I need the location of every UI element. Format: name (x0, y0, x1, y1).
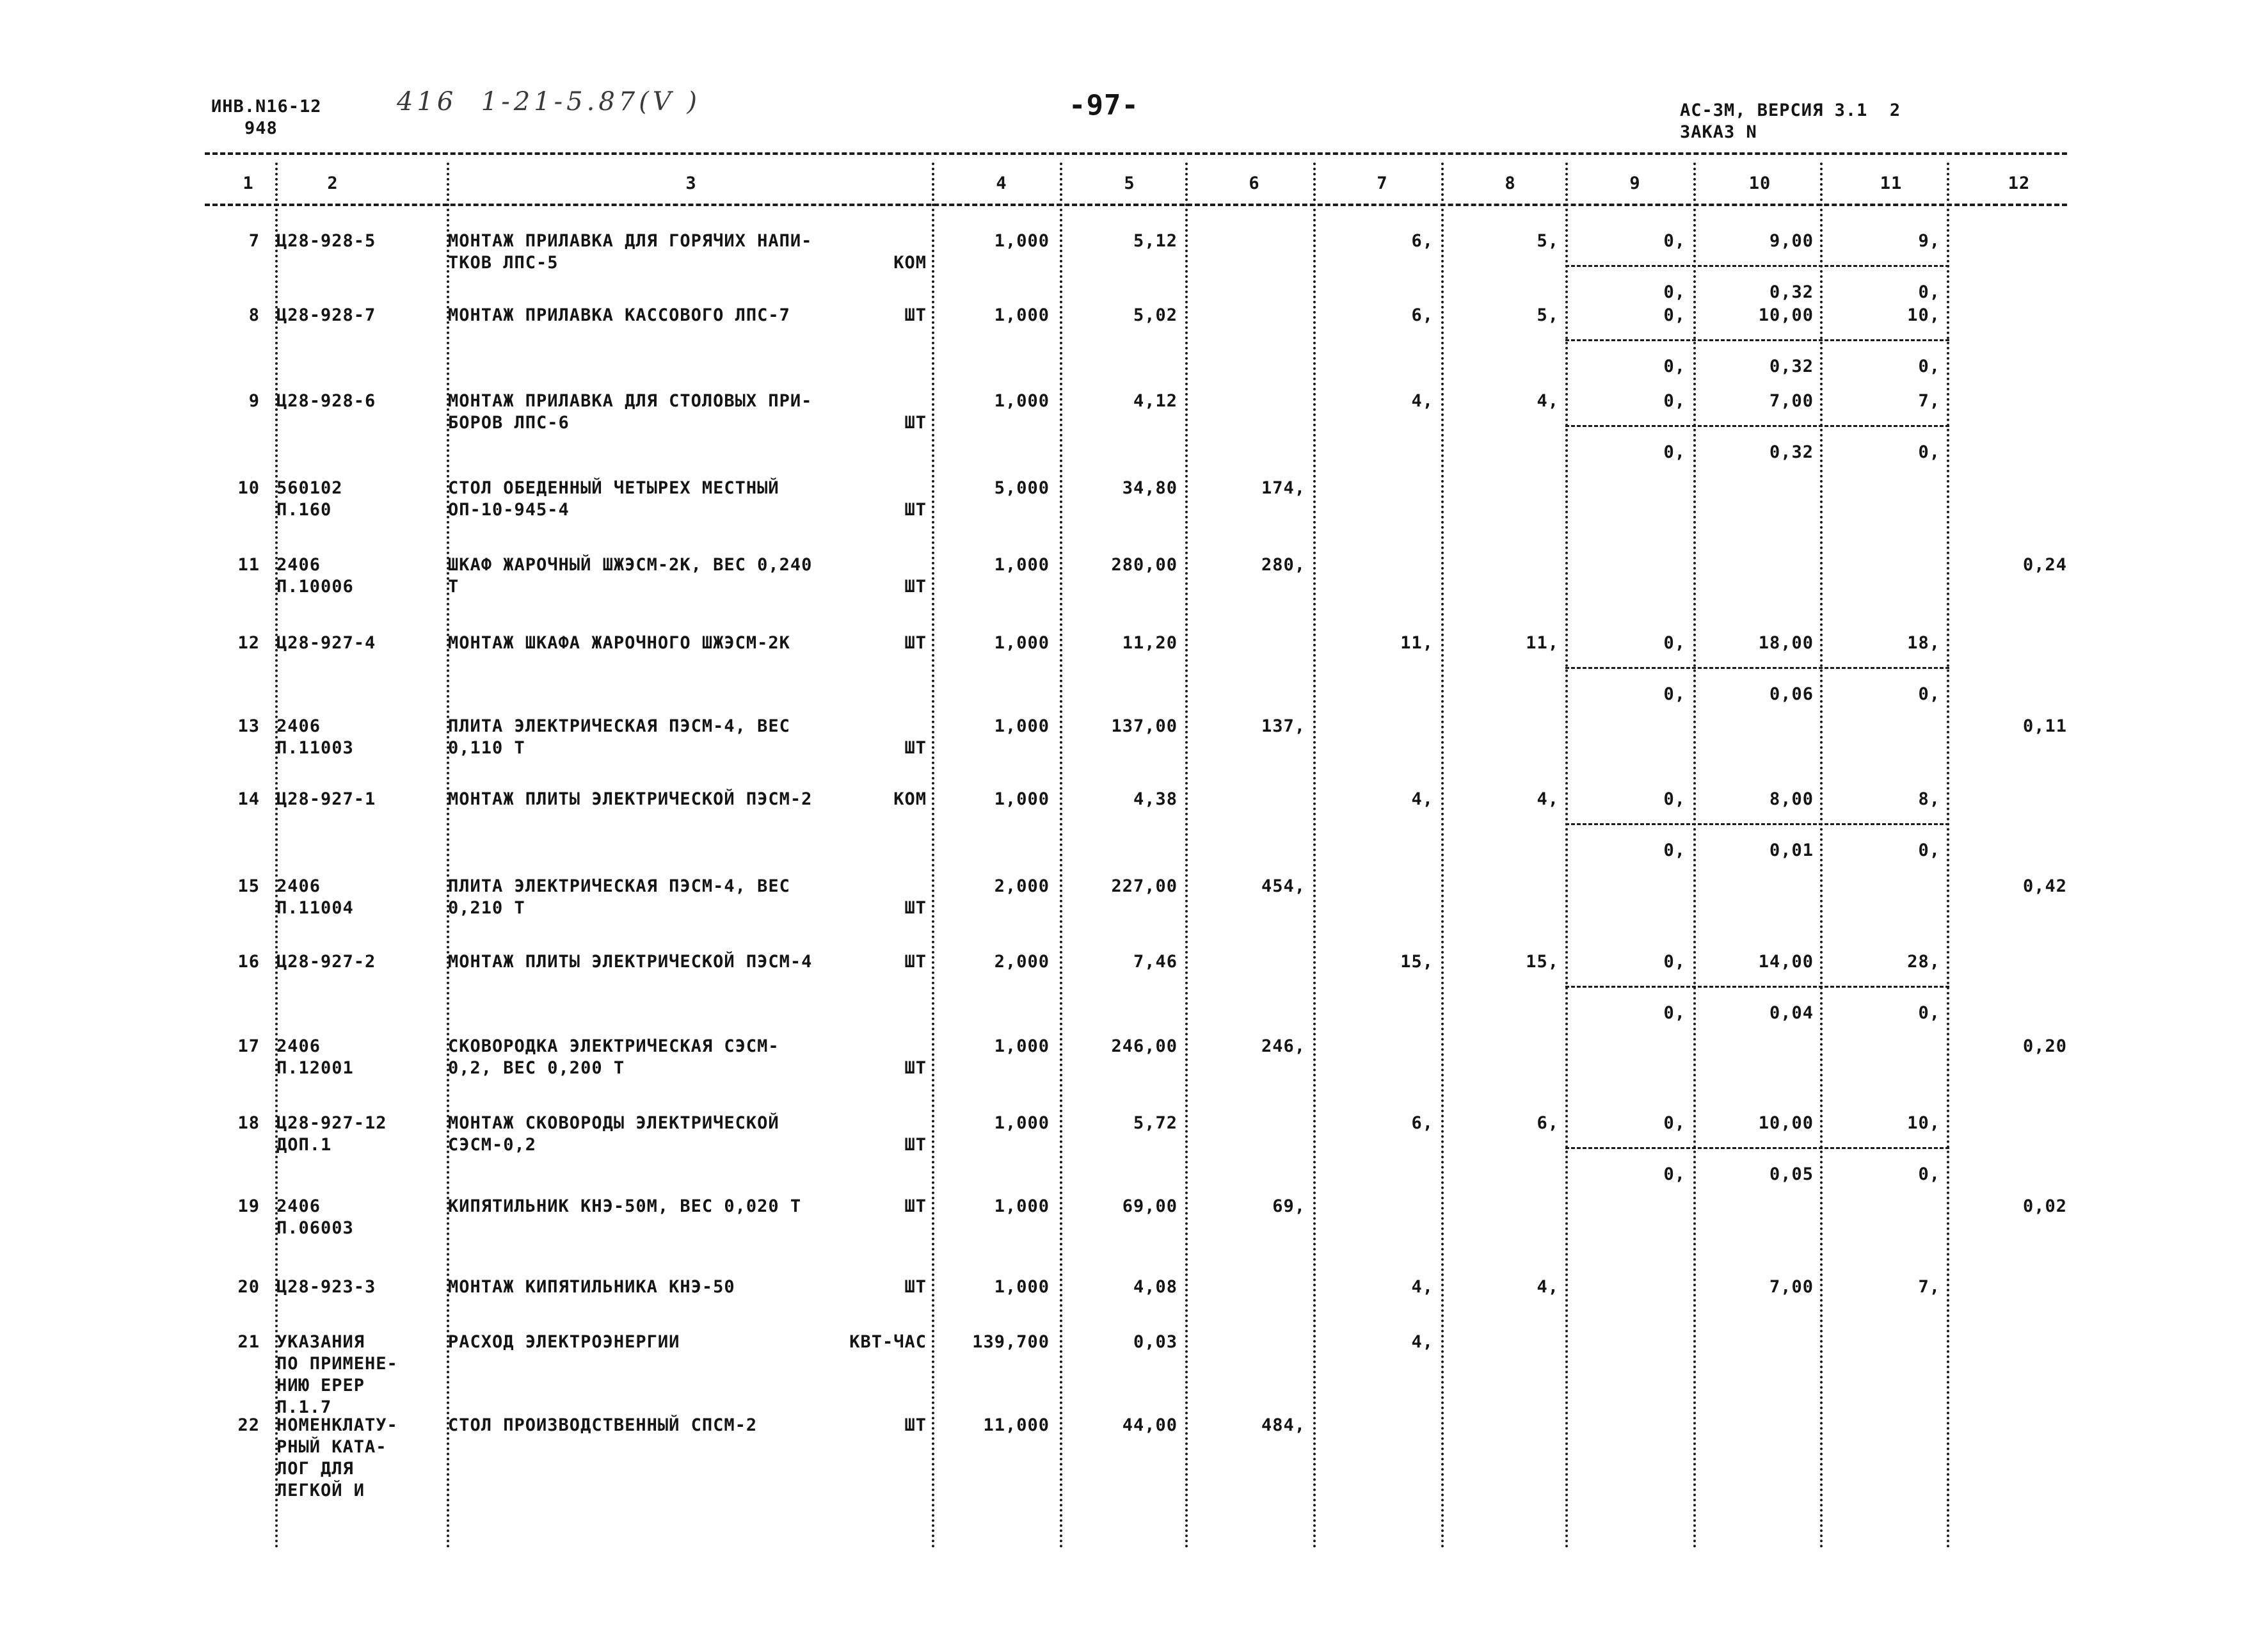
row-code: П.11003 (276, 738, 354, 758)
row-col-11: 7, (1918, 391, 1940, 411)
row-number: 12 (237, 633, 260, 653)
row-description: МОНТАЖ ПЛИТЫ ЭЛЕКТРИЧЕСКОЙ ПЭСМ-2 (448, 789, 813, 809)
row-col-8: 4, (1537, 789, 1559, 809)
sub-row-col-11: 0, (1918, 357, 1940, 376)
row-unit: ШТ (904, 738, 927, 758)
row-col-7: 4, (1411, 789, 1433, 809)
row-col-5: 11,20 (1122, 633, 1178, 653)
row-col-10: 8,00 (1769, 789, 1814, 809)
row-code: Ц28-927-2 (276, 952, 376, 972)
sub-row-col-10: 0,32 (1769, 357, 1814, 376)
row-col-5: 227,00 (1111, 876, 1178, 896)
row-code: ПО ПРИМЕНЕ- (276, 1354, 398, 1374)
row-description: ОП-10-945-4 (448, 500, 570, 520)
row-code: НИЮ ЕРЕР (276, 1376, 365, 1395)
row-col-4: 1,000 (994, 633, 1050, 653)
row-code: Ц28-927-12 (276, 1113, 387, 1133)
row-col-5: 4,12 (1133, 391, 1178, 411)
row-description: 0,2, ВЕС 0,200 Т (448, 1058, 625, 1078)
row-description: ТКОВ ЛПС-5 (448, 253, 559, 273)
row-col-6: 484, (1261, 1415, 1306, 1435)
row-col-9: 0, (1663, 789, 1686, 809)
row-number: 16 (237, 952, 260, 972)
row-col-8: 4, (1537, 1277, 1559, 1297)
row-description: 0,210 Т (448, 898, 525, 918)
column-header-11: 11 (1880, 173, 1903, 193)
row-unit: ШТ (904, 500, 927, 520)
row-code: П.160 (276, 500, 332, 520)
row-description: РАСХОД ЭЛЕКТРОЭНЕРГИИ (448, 1332, 680, 1352)
row-col-7: 6, (1411, 1113, 1433, 1133)
row-unit: ШТ (904, 1058, 927, 1078)
row-code: П.11004 (276, 898, 354, 918)
sub-row-divider (1565, 339, 1949, 341)
sub-row-col-9: 0, (1663, 1003, 1686, 1023)
row-code: П.12001 (276, 1058, 354, 1078)
row-code: РНЫЙ КАТА- (276, 1437, 387, 1457)
row-col-7: 4, (1411, 1277, 1433, 1297)
row-unit: ШТ (904, 1277, 927, 1297)
column-separator (275, 163, 278, 1549)
column-separator (1820, 163, 1823, 1549)
order-number: ЗАКАЗ N (1680, 122, 1757, 142)
row-col-5: 5,02 (1133, 305, 1178, 325)
row-description: МОНТАЖ ПЛИТЫ ЭЛЕКТРИЧЕСКОЙ ПЭСМ-4 (448, 952, 813, 972)
row-col-11: 28, (1907, 952, 1940, 972)
row-col-5: 44,00 (1122, 1415, 1178, 1435)
row-col-4: 1,000 (994, 1277, 1050, 1297)
row-description: ПЛИТА ЭЛЕКТРИЧЕСКАЯ ПЭСМ-4, ВЕС (448, 876, 790, 896)
row-number: 7 (248, 231, 260, 251)
sub-row-divider (1565, 1147, 1949, 1149)
row-number: 8 (248, 305, 260, 325)
row-col-6: 454, (1261, 876, 1306, 896)
row-col-10: 9,00 (1769, 231, 1814, 251)
row-col-11: 18, (1907, 633, 1940, 653)
row-code: ДОП.1 (276, 1135, 332, 1155)
row-code: П.10006 (276, 577, 354, 597)
row-col-5: 34,80 (1122, 478, 1178, 498)
row-number: 15 (237, 876, 260, 896)
row-col-4: 1,000 (994, 1036, 1050, 1056)
header-rule-top (205, 152, 2067, 155)
row-col-11: 10, (1907, 1113, 1940, 1133)
column-header-3: 3 (685, 173, 697, 193)
row-col-10: 10,00 (1758, 1113, 1814, 1133)
row-col-5: 246,00 (1111, 1036, 1178, 1056)
row-code: 2406 (276, 716, 321, 736)
row-col-5: 69,00 (1122, 1196, 1178, 1216)
sub-row-col-10: 0,05 (1769, 1164, 1814, 1184)
row-unit: ШТ (904, 1415, 927, 1435)
column-separator (1060, 163, 1062, 1549)
sub-row-divider (1565, 986, 1949, 988)
row-col-5: 137,00 (1111, 716, 1178, 736)
row-code: 2406 (276, 555, 321, 575)
row-code: НОМЕНКЛАТУ- (276, 1415, 398, 1435)
row-col-4: 1,000 (994, 789, 1050, 809)
row-unit: ШТ (904, 898, 927, 918)
row-col-8: 5, (1537, 305, 1559, 325)
row-col-4: 1,000 (994, 716, 1050, 736)
row-col-11: 10, (1907, 305, 1940, 325)
row-code: 2406 (276, 1036, 321, 1056)
row-col-12: 0,02 (2022, 1196, 2067, 1216)
row-number: 13 (237, 716, 260, 736)
row-col-4: 1,000 (994, 555, 1050, 575)
sub-row-col-10: 0,32 (1769, 442, 1814, 462)
row-code: УКАЗАНИЯ (276, 1332, 365, 1352)
row-col-10: 7,00 (1769, 391, 1814, 411)
row-description: СКОВОРОДКА ЭЛЕКТРИЧЕСКАЯ СЭСМ- (448, 1036, 779, 1056)
row-col-6: 246, (1261, 1036, 1306, 1056)
row-number: 18 (237, 1113, 260, 1133)
row-description: БОРОВ ЛПС-6 (448, 413, 570, 433)
row-unit: ШТ (904, 952, 927, 972)
row-col-12: 0,20 (2022, 1036, 2067, 1056)
row-description: КИПЯТИЛЬНИК КНЭ-50М, ВЕС 0,020 Т (448, 1196, 802, 1216)
row-unit: ШТ (904, 1196, 927, 1216)
row-unit: ШТ (904, 633, 927, 653)
row-description: МОНТАЖ ШКАФА ЖАРОЧНОГО ШЖЭСМ-2К (448, 633, 790, 653)
row-code: Ц28-928-6 (276, 391, 376, 411)
row-description: МОНТАЖ КИПЯТИЛЬНИКА КНЭ-50 (448, 1277, 735, 1297)
row-description: МОНТАЖ ПРИЛАВКА КАССОВОГО ЛПС-7 (448, 305, 790, 325)
row-col-6: 69, (1272, 1196, 1306, 1216)
row-col-8: 15, (1526, 952, 1559, 972)
row-unit: КОМ (893, 253, 927, 273)
column-header-1: 1 (243, 173, 254, 193)
row-col-4: 5,000 (994, 478, 1050, 498)
sub-row-divider (1565, 265, 1949, 267)
row-description: ПЛИТА ЭЛЕКТРИЧЕСКАЯ ПЭСМ-4, ВЕС (448, 716, 790, 736)
row-number: 19 (237, 1196, 260, 1216)
column-separator (1565, 163, 1568, 1549)
handwritten-note: 416 1-21-5.87(V ) (397, 87, 701, 117)
row-col-4: 1,000 (994, 1113, 1050, 1133)
row-number: 21 (237, 1332, 260, 1352)
column-separator (1693, 163, 1696, 1549)
row-col-7: 11, (1400, 633, 1433, 653)
row-description: СЭСМ-0,2 (448, 1135, 537, 1155)
header-rule-bottom (205, 204, 2067, 206)
row-col-8: 4, (1537, 391, 1559, 411)
row-col-4: 1,000 (994, 305, 1050, 325)
row-col-11: 8, (1918, 789, 1940, 809)
row-col-5: 280,00 (1111, 555, 1178, 575)
row-code: Ц28-923-3 (276, 1277, 376, 1297)
row-col-6: 280, (1261, 555, 1306, 575)
column-header-6: 6 (1249, 173, 1260, 193)
row-unit: ШТ (904, 1135, 927, 1155)
column-separator (447, 163, 449, 1549)
row-col-5: 5,72 (1133, 1113, 1178, 1133)
sub-row-col-9: 0, (1663, 1164, 1686, 1184)
row-code: П.1.7 (276, 1397, 332, 1417)
row-number: 22 (237, 1415, 260, 1435)
sub-row-col-11: 0, (1918, 684, 1940, 704)
row-number: 14 (237, 789, 260, 809)
sub-row-col-10: 0,06 (1769, 684, 1814, 704)
row-col-5: 5,12 (1133, 231, 1178, 251)
row-col-10: 14,00 (1758, 952, 1814, 972)
row-code: 560102 (276, 478, 343, 498)
row-col-10: 18,00 (1758, 633, 1814, 653)
column-header-2: 2 (327, 173, 339, 193)
row-unit: КВТ-ЧАС (849, 1332, 927, 1352)
row-col-4: 1,000 (994, 231, 1050, 251)
inventory-number-sub: 948 (244, 118, 278, 138)
row-col-6: 137, (1261, 716, 1306, 736)
row-code: Ц28-927-1 (276, 789, 376, 809)
row-col-5: 7,46 (1133, 952, 1178, 972)
row-col-9: 0, (1663, 952, 1686, 972)
row-col-5: 0,03 (1133, 1332, 1178, 1352)
sub-row-divider (1565, 823, 1949, 825)
sub-row-col-10: 0,01 (1769, 840, 1814, 860)
row-col-7: 4, (1411, 391, 1433, 411)
sub-row-col-9: 0, (1663, 684, 1686, 704)
row-col-11: 9, (1918, 231, 1940, 251)
row-unit: ШТ (904, 413, 927, 433)
row-col-9: 0, (1663, 633, 1686, 653)
sub-row-col-10: 0,04 (1769, 1003, 1814, 1023)
row-code: Ц28-927-4 (276, 633, 376, 653)
sub-row-col-11: 0, (1918, 1164, 1940, 1184)
row-code: ЛОГ ДЛЯ (276, 1459, 354, 1479)
row-col-4: 139,700 (972, 1332, 1050, 1352)
row-col-4: 1,000 (994, 1196, 1050, 1216)
row-col-4: 2,000 (994, 952, 1050, 972)
row-col-7: 15, (1400, 952, 1433, 972)
row-description: МОНТАЖ СКОВОРОДЫ ЭЛЕКТРИЧЕСКОЙ (448, 1113, 779, 1133)
row-code: Ц28-928-5 (276, 231, 376, 251)
sub-row-col-11: 0, (1918, 1003, 1940, 1023)
sub-row-col-11: 0, (1918, 840, 1940, 860)
sub-row-col-10: 0,32 (1769, 282, 1814, 302)
row-col-10: 7,00 (1769, 1277, 1814, 1297)
row-col-8: 6, (1537, 1113, 1559, 1133)
row-col-9: 0, (1663, 305, 1686, 325)
row-col-7: 6, (1411, 231, 1433, 251)
row-col-11: 7, (1918, 1277, 1940, 1297)
row-col-5: 4,38 (1133, 789, 1178, 809)
row-col-6: 174, (1261, 478, 1306, 498)
sub-row-col-11: 0, (1918, 442, 1940, 462)
sub-row-col-11: 0, (1918, 282, 1940, 302)
column-header-5: 5 (1124, 173, 1135, 193)
column-separator (1441, 163, 1444, 1549)
row-col-9: 0, (1663, 231, 1686, 251)
row-col-12: 0,42 (2022, 876, 2067, 896)
row-number: 9 (248, 391, 260, 411)
row-number: 11 (237, 555, 260, 575)
column-header-10: 10 (1748, 173, 1771, 193)
row-col-4: 1,000 (994, 391, 1050, 411)
row-description: ШКАФ ЖАРОЧНЫЙ ШЖЭСМ-2К, ВЕС 0,240 (448, 555, 813, 575)
row-number: 10 (237, 478, 260, 498)
row-col-4: 2,000 (994, 876, 1050, 896)
row-unit: ШТ (904, 577, 927, 597)
row-col-8: 11, (1526, 633, 1559, 653)
row-col-8: 5, (1537, 231, 1559, 251)
row-col-4: 11,000 (983, 1415, 1050, 1435)
row-col-10: 10,00 (1758, 305, 1814, 325)
column-header-4: 4 (996, 173, 1007, 193)
row-code: П.06003 (276, 1218, 354, 1238)
row-code: 2406 (276, 1196, 321, 1216)
row-unit: ШТ (904, 305, 927, 325)
row-col-7: 6, (1411, 305, 1433, 325)
row-code: ЛЕГКОЙ И (276, 1481, 365, 1500)
column-separator (932, 163, 934, 1549)
sub-row-col-9: 0, (1663, 442, 1686, 462)
row-description: СТОЛ ПРОИЗВОДСТВЕННЫЙ СПСМ-2 (448, 1415, 758, 1435)
row-number: 20 (237, 1277, 260, 1297)
sub-row-divider (1565, 425, 1949, 427)
column-separator (1313, 163, 1316, 1549)
row-code: 2406 (276, 876, 321, 896)
row-col-12: 0,11 (2022, 716, 2067, 736)
row-col-9: 0, (1663, 1113, 1686, 1133)
sub-row-col-9: 0, (1663, 357, 1686, 376)
row-code: Ц28-928-7 (276, 305, 376, 325)
row-col-12: 0,24 (2022, 555, 2067, 575)
row-description: МОНТАЖ ПРИЛАВКА ДЛЯ ГОРЯЧИХ НАПИ- (448, 231, 813, 251)
column-header-7: 7 (1377, 173, 1388, 193)
column-header-12: 12 (2008, 173, 2031, 193)
row-col-7: 4, (1411, 1332, 1433, 1352)
column-separator (1185, 163, 1188, 1549)
sub-row-col-9: 0, (1663, 282, 1686, 302)
page-number: -97- (1069, 89, 1139, 122)
row-description: 0,110 Т (448, 738, 525, 758)
row-description: Т (448, 577, 459, 597)
row-col-9: 0, (1663, 391, 1686, 411)
row-description: СТОЛ ОБЕДЕННЫЙ ЧЕТЫРЕХ МЕСТНЫЙ (448, 478, 779, 498)
column-header-8: 8 (1505, 173, 1516, 193)
row-number: 17 (237, 1036, 260, 1056)
sub-row-divider (1565, 667, 1949, 669)
column-header-9: 9 (1629, 173, 1641, 193)
row-description: МОНТАЖ ПРИЛАВКА ДЛЯ СТОЛОВЫХ ПРИ- (448, 391, 813, 411)
column-separator (1947, 163, 1949, 1549)
row-unit: КОМ (893, 789, 927, 809)
row-col-5: 4,08 (1133, 1277, 1178, 1297)
program-version: АС-3М, ВЕРСИЯ 3.1 2 (1680, 100, 1901, 120)
sub-row-col-9: 0, (1663, 840, 1686, 860)
inventory-number: ИНВ.N16-12 (211, 97, 322, 117)
